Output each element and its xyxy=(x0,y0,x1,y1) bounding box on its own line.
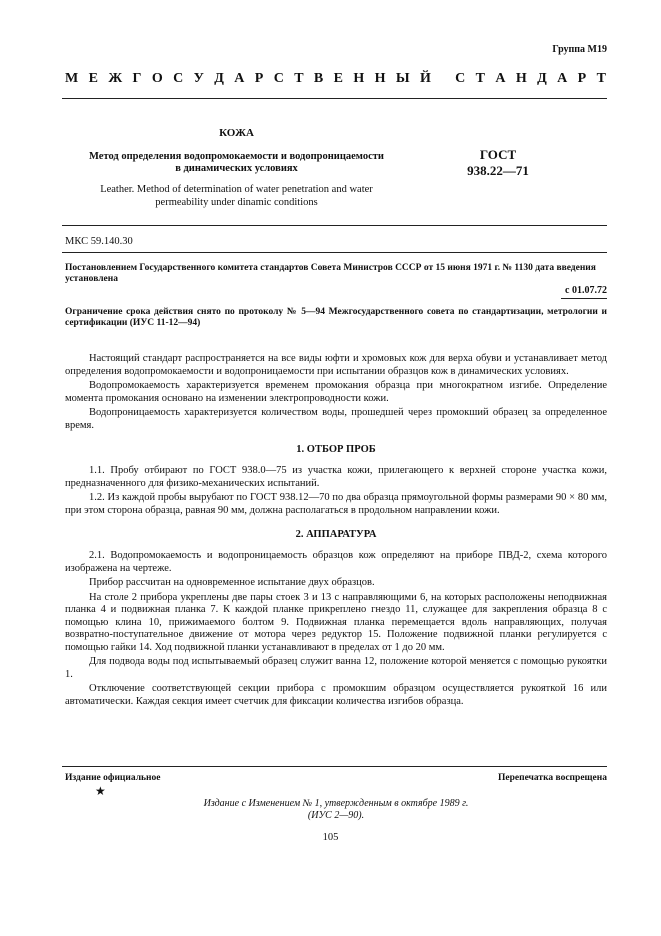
heading-letter: В xyxy=(313,71,325,86)
heading-letter: А xyxy=(495,71,507,86)
header-rule xyxy=(62,98,607,99)
page-number: 105 xyxy=(322,832,339,843)
heading-letter: Н xyxy=(374,71,387,86)
section-2-paragraph-1: 2.1. Водопромокаемость и водопроницаемость образцов кож определяют на приборе ПВД-2, схема которого изображена на чертеже. xyxy=(65,550,607,574)
english-title-line-2: permeability under dinamic conditions xyxy=(155,197,318,208)
russian-title-line-1: Метод определения водопромокаемости и водопроницаемости xyxy=(89,151,384,162)
intro-paragraph-3: Водопроницаемость характеризуется количеством воды, прошедшей через промокший образец за определенное время. xyxy=(65,407,607,431)
heading-letter: А xyxy=(557,71,569,86)
introduction-date: с 01.07.72 xyxy=(565,285,607,296)
heading-letter: С xyxy=(173,71,185,86)
intro-paragraph-1: Настоящий стандарт распространяется на все виды юфти и хромовых кож для верха обуви и устанавливает метод определения водопромокаемости и водопроницаемости при испытании образцов кож в динамических условиях. xyxy=(65,353,607,377)
mks-code: МКС 59.140.30 xyxy=(65,236,133,247)
heading-letter: Е xyxy=(88,71,99,86)
section-1-paragraph-2: 1.2. Из каждой пробы вырубают по ГОСТ 938.12—70 по два образца прямоугольной формы размерами 90 × 80 мм, при этом сторона образца, равная 90 мм, должна располагаться в продольном направлении кожи. xyxy=(65,492,607,516)
heading-letter: Н xyxy=(353,71,366,86)
edition-note-line-1: Издание с Изменением № 1, утвержденным в октябре 1989 г. xyxy=(203,798,469,809)
russian-title xyxy=(65,151,408,175)
mks-rule xyxy=(62,252,607,253)
star-icon: ★ xyxy=(95,784,106,798)
heading-letter: Д xyxy=(537,71,548,86)
gost-label: ГОСТ xyxy=(479,147,517,162)
heading-letter xyxy=(441,71,446,87)
section-2-paragraph-5: Отключение соответствующей секции прибора с промокшим образцом осуществляется рукояткой 16 или автоматически. Каждая секция имеет счетчик для фиксации количества изгибов образца. xyxy=(65,683,607,707)
heading-letter: Т xyxy=(294,71,305,86)
english-title xyxy=(65,183,408,209)
footer-rule xyxy=(62,766,607,767)
heading-letter: С xyxy=(455,71,467,86)
section-2-paragraph-3: На столе 2 прибора укреплены две пары стоек 3 и 13 с направляющими 6, на которых расположены неподвижная планка 4 и подвижная планка 7. К каждой планке прикреплено гнездо 11, служащее для закрепления образца 8 с помощью клина 10, прижимаемого болтом 9. Подвижная планка перемещается вдоль направляющих, получая возвратно-поступательное движение от мотора через редуктор 15. Положение подвижной планки регулируется с помощью гайки 14. Ход подвижной планки устанавливают в пределах от 1 до 20 мм. xyxy=(65,591,607,653)
gost-number xyxy=(455,147,541,179)
heading-letter: Н xyxy=(515,71,528,86)
heading-letter: Р xyxy=(254,71,265,86)
heading-letter: Ж xyxy=(108,71,124,86)
heading-letter: У xyxy=(193,71,205,86)
section-2-heading: 2. АППАРАТУРА xyxy=(295,529,377,540)
heading-letter: О xyxy=(151,71,164,86)
body-text xyxy=(65,353,607,708)
heading-letter: С xyxy=(273,71,285,86)
heading-letter: Р xyxy=(577,71,588,86)
heading-letter: А xyxy=(234,71,246,86)
title-rule xyxy=(62,225,607,226)
section-1-paragraph-1: 1.1. Пробу отбирают по ГОСТ 938.0—75 из участка кожи, прилегающего к верхней стороне участка кожи, предназначенного для физико-механических испытаний. xyxy=(65,465,607,489)
heading-letter: Е xyxy=(333,71,344,86)
group-code: Группа М19 xyxy=(552,44,607,55)
section-2-paragraph-2: Прибор рассчитан на одновременное испытание двух образцов. xyxy=(89,577,375,588)
intro-paragraph-2: Водопромокаемость характеризуется временем промокания образца при многократном изгибе. Определение момента промокания основано на изменении электропроводности кожи. xyxy=(65,380,607,404)
russian-title-line-2: в динамических условиях xyxy=(175,163,298,174)
section-1-heading: 1. ОТБОР ПРОБ xyxy=(296,444,376,455)
reprint-notice: Перепечатка воспрещена xyxy=(497,773,607,783)
heading-letter: Г xyxy=(132,71,143,86)
heading-letter: Д xyxy=(214,71,225,86)
edition-note xyxy=(65,798,607,822)
section-2-paragraph-4: Для подвода воды под испытываемый образец служит ванна 12, положение которой меняется с помощью рукоятки 1. xyxy=(65,656,607,680)
gost-code: 938.22—71 xyxy=(467,163,529,178)
date-underline xyxy=(561,298,607,299)
edition-note-line-2: (ИУС 2—90). xyxy=(307,810,365,821)
official-edition: Издание официальное xyxy=(65,773,161,783)
english-title-line-1: Leather. Method of determination of water penetration and water xyxy=(100,184,373,195)
heading-letter: Й xyxy=(420,71,432,86)
heading-letter: Т xyxy=(596,71,607,86)
decree-text: Постановлением Государственного комитета стандартов Совета Министров СССР от 15 июня 1971 г. № 1130 дата введения установлена xyxy=(65,263,596,284)
heading-letter: М xyxy=(65,71,80,86)
limitation-text: Ограничение срока действия снято по протоколу № 5—94 Межгосударственного совета по стандартизации, метрологии и сертификации (ИУС 11-12—94) xyxy=(65,307,607,328)
standard-type-heading xyxy=(65,71,607,87)
heading-letter: Т xyxy=(475,71,486,86)
subject-title: КОЖА xyxy=(219,127,254,139)
heading-letter: Ы xyxy=(395,71,411,86)
